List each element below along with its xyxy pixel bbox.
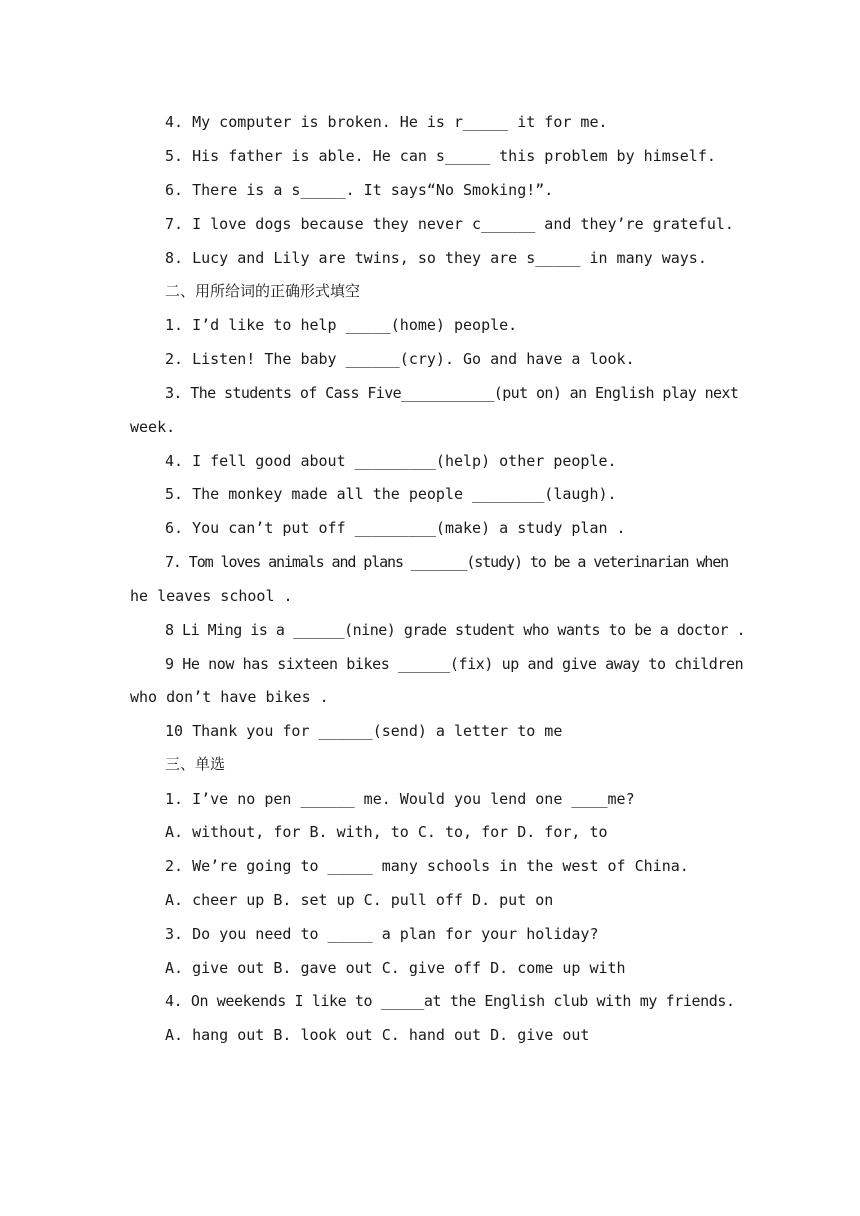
- question-s2-4: 4. I fell good about _________(help) other people.: [165, 452, 617, 470]
- question-s2-10: 10 Thank you for ______(send) a letter to me: [165, 722, 563, 740]
- question-s2-9-cont: who don’t have bikes .: [130, 688, 329, 706]
- question-s2-9: 9 He now has sixteen bikes ______(fix) up and give away to children: [165, 655, 744, 673]
- question-s3-3: 3. Do you need to _____ a plan for your holiday?: [165, 925, 599, 943]
- question-s1-8: 8. Lucy and Lily are twins, so they are s_____ in many ways.: [165, 249, 707, 267]
- question-s2-7: 7. Tom loves animals and plans _______(study) to be a veterinarian when: [165, 553, 729, 571]
- section3-heading: 三、单选: [165, 755, 226, 773]
- question-s2-7-cont: he leaves school .: [130, 587, 293, 605]
- question-s1-5: 5. His father is able. He can s_____ this problem by himself.: [165, 147, 716, 165]
- question-s2-2: 2. Listen! The baby ______(cry). Go and have a look.: [165, 350, 635, 368]
- question-s1-7: 7. I love dogs because they never c______ and they’re grateful.: [165, 215, 734, 233]
- question-s2-5: 5. The monkey made all the people ________(laugh).: [165, 485, 617, 503]
- question-s3-1: 1. I’ve no pen ______ me. Would you lend one ____me?: [165, 790, 635, 808]
- question-s2-3-cont: week.: [130, 418, 176, 436]
- options-s3-1: A. without, for B. with, to C. to, for D. for, to: [165, 823, 608, 841]
- question-s1-6: 6. There is a s_____. It says“No Smoking!”.: [165, 181, 554, 199]
- question-s2-6: 6. You can’t put off _________(make) a study plan .: [165, 519, 626, 537]
- options-s3-2: A. cheer up B. set up C. pull off D. put on: [165, 891, 554, 909]
- question-s2-3: 3. The students of Cass Five___________(put on) an English play next: [165, 384, 739, 402]
- question-s2-8: 8 Li Ming is a ______(nine) grade student who wants to be a doctor .: [165, 621, 746, 639]
- question-s1-4: 4. My computer is broken. He is r_____ it for me.: [165, 113, 608, 131]
- question-s3-2: 2. We’re going to _____ many schools in the west of China.: [165, 857, 689, 875]
- options-s3-4: A. hang out B. look out C. hand out D. give out: [165, 1026, 590, 1044]
- question-s3-4: 4. On weekends I like to _____at the English club with my friends.: [165, 992, 735, 1010]
- section2-heading: 二、用所给词的正确形式填空: [165, 282, 361, 300]
- options-s3-3: A. give out B. gave out C. give off D. come up with: [165, 959, 626, 977]
- question-s2-1: 1. I’d like to help _____(home) people.: [165, 316, 518, 334]
